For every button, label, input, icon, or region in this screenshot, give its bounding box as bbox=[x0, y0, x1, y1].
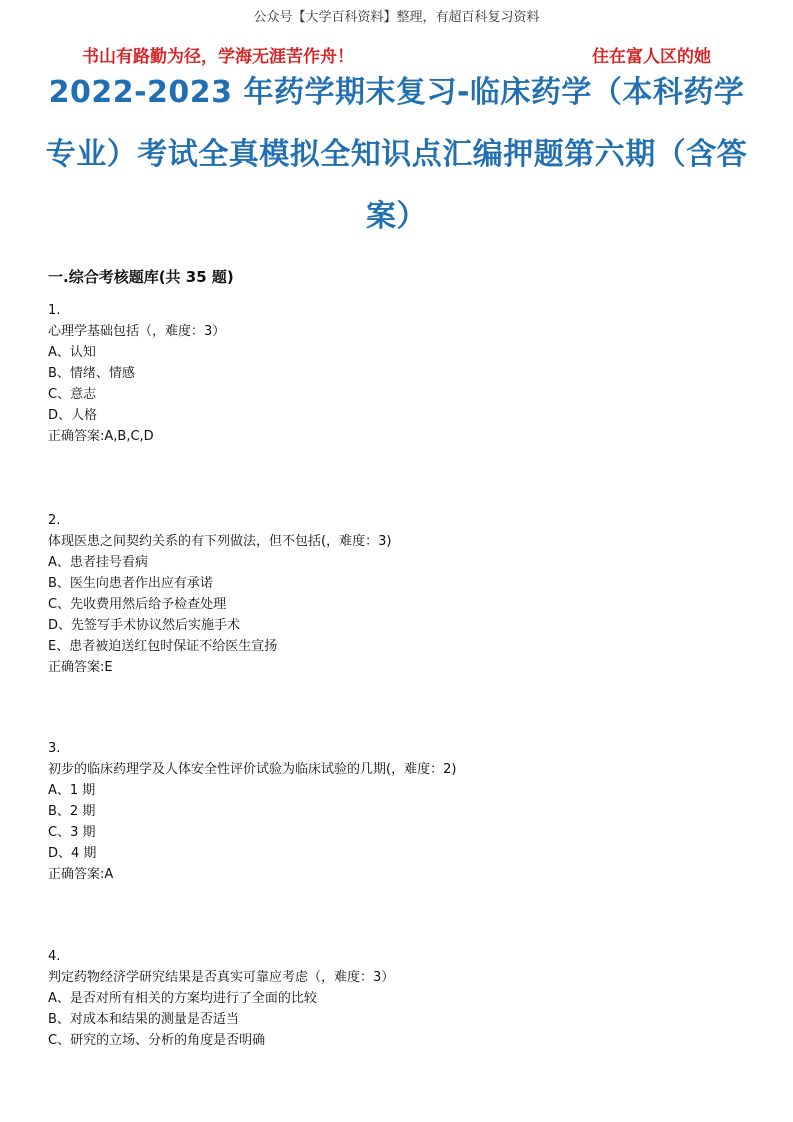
question-text: 体现医患之间契约关系的有下列做法，但不包括(，难度：3) bbox=[48, 534, 392, 549]
header-note: 公众号【大学百科资料】整理，有超百科复习资料 bbox=[253, 10, 540, 25]
section-heading: 一.综合考核题库(共 35 题) bbox=[48, 268, 234, 286]
question-number: 3. bbox=[48, 741, 61, 756]
question-number: 4. bbox=[48, 949, 61, 964]
question-number: 2. bbox=[48, 513, 61, 528]
option-b: B、2 期 bbox=[48, 804, 96, 819]
option-e: E、患者被迫送红包时保证不给医生宣扬 bbox=[48, 639, 278, 654]
correct-answer: 正确答案:A bbox=[48, 867, 114, 882]
question-4 bbox=[48, 946, 394, 1051]
option-b: B、对成本和结果的测量是否适当 bbox=[48, 1012, 239, 1027]
question-number: 1. bbox=[48, 303, 61, 318]
document-title: 2022-2023 年药学期末复习-临床药学（本科药学专业）考试全真模拟全知识点汇编押题第六期（含答案） bbox=[45, 75, 748, 234]
option-d: D、4 期 bbox=[48, 846, 97, 861]
option-c: C、3 期 bbox=[48, 825, 96, 840]
option-b: B、医生向患者作出应有承诺 bbox=[48, 576, 213, 591]
option-d: D、人格 bbox=[48, 408, 98, 423]
option-d: D、先签写手术协议然后实施手术 bbox=[48, 618, 241, 633]
option-c: C、先收费用然后给予检查处理 bbox=[48, 597, 227, 612]
question-text: 判定药物经济学研究结果是否真实可靠应考虑（，难度：3） bbox=[48, 970, 395, 985]
question-2 bbox=[48, 510, 391, 678]
correct-answer: 正确答案:A,B,C,D bbox=[48, 429, 154, 444]
option-a: A、1 期 bbox=[48, 783, 96, 798]
question-text: 心理学基础包括（，难度：3） bbox=[48, 324, 226, 339]
option-c: C、研究的立场、分析的角度是否明确 bbox=[48, 1033, 266, 1048]
question-3 bbox=[48, 738, 456, 885]
option-a: A、患者挂号看病 bbox=[48, 555, 148, 570]
question-1 bbox=[48, 300, 225, 447]
option-a: A、认知 bbox=[48, 345, 96, 360]
question-text: 初步的临床药理学及人体安全性评价试验为临床试验的几期(，难度：2) bbox=[48, 762, 457, 777]
motto-left: 书山有路勤为径，学海无涯苦作舟！ bbox=[82, 47, 354, 67]
correct-answer: 正确答案:E bbox=[48, 660, 113, 675]
option-a: A、是否对所有相关的方案均进行了全面的比较 bbox=[48, 991, 317, 1006]
motto-right: 住在富人区的她 bbox=[592, 47, 711, 67]
option-c: C、意志 bbox=[48, 387, 97, 402]
option-b: B、情绪、情感 bbox=[48, 366, 135, 381]
